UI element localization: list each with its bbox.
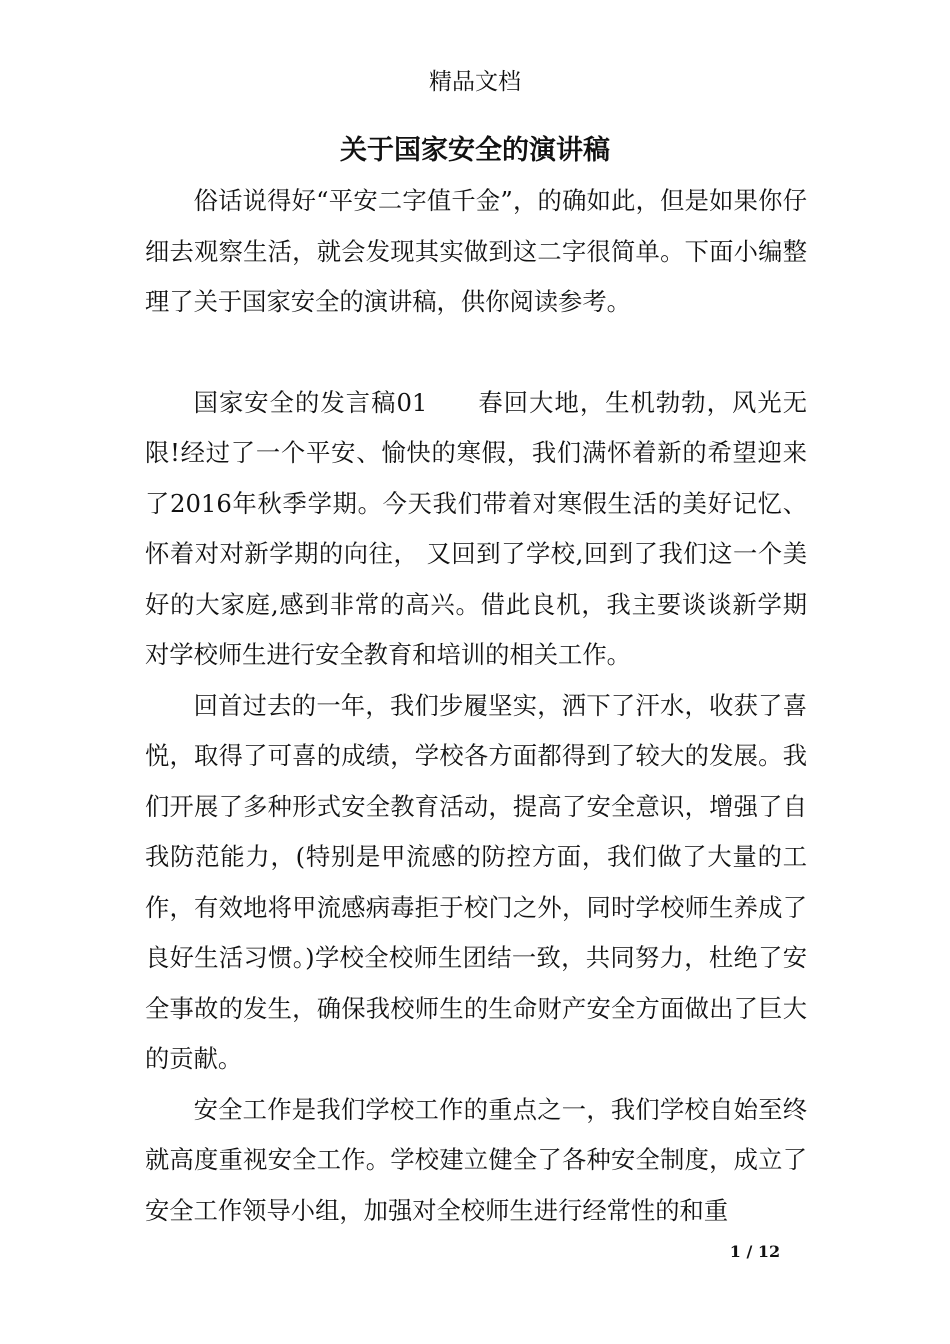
section-text: 春回大地，生机勃勃，风光无限!经过了一个平安、愉快的寒假，我们满怀着新的希望迎来了2016年秋季学期。今天我们带着对寒假生活的美好记忆、怀着对对新学期的向往， 又回到了学校,回到了我们这一个美好的大家庭,感到非常的高兴。借此良机，我主要谈谈新学期对学校师生进行安全教育和培训的相关工作。 xyxy=(145,387,808,669)
review-paragraph: 回首过去的一年，我们步履坚实，洒下了汗水，收获了喜悦，取得了可喜的成绩，学校各方面都得到了较大的发展。我们开展了多种形式安全教育活动，提高了安全意识，增强了自我防范能力，(特别是甲流感的防控方面，我们做了大量的工作，有效地将甲流感病毒拒于校门之外，同时学校师生养成了良好生活习惯。)学校全校师生团结一致，共同努力，杜绝了安全事故的发生，确保我校师生的生命财产安全方面做出了巨大的贡献。 xyxy=(145,690,807,1073)
section-paragraph xyxy=(145,378,807,681)
page-header: 精品文档 xyxy=(429,69,521,95)
safety-work-paragraph: 安全工作是我们学校工作的重点之一，我们学校自始至终就高度重视安全工作。学校建立健全了各种安全制度，成立了安全工作领导小组，加强对全校师生进行经常性的和重 xyxy=(145,1094,807,1225)
page-number: 1 / 12 xyxy=(729,1242,781,1261)
document-body xyxy=(145,176,807,1236)
document-title: 关于国家安全的演讲稿 xyxy=(340,135,610,166)
section-heading: 国家安全的发言稿01 xyxy=(193,387,428,417)
intro-paragraph: 俗话说得好“平安二字值千金”，的确如此，但是如果你仔细去观察生活，就会发现其实做到这二字很简单。下面小编整理了关于国家安全的演讲稿，供你阅读参考。 xyxy=(145,186,807,316)
